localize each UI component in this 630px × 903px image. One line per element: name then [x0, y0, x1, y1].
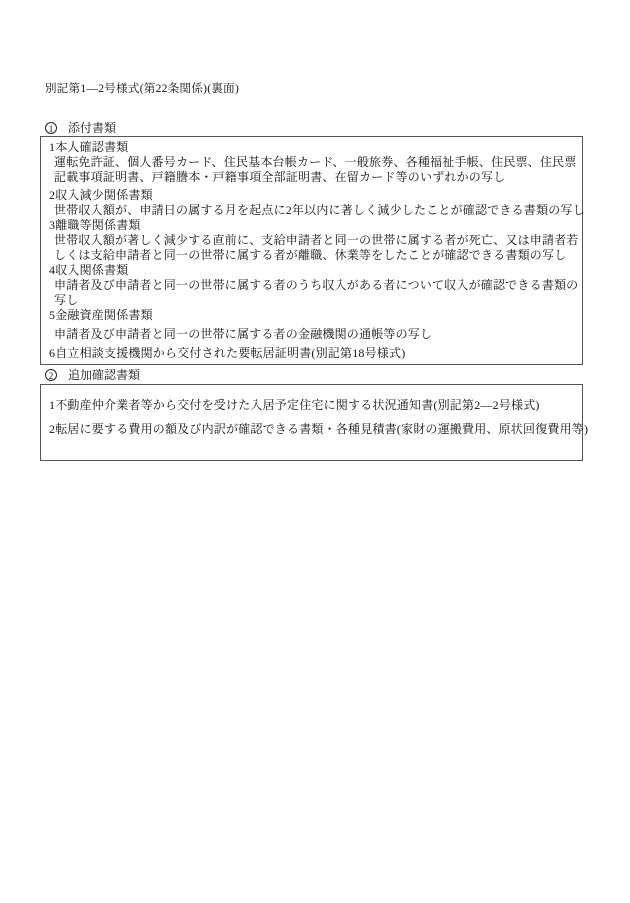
- doc-line-body: 写し: [54, 293, 79, 307]
- doc-line-item-heading: 6自立相談支援機関から交付された要転居証明書(別記第18号様式): [49, 346, 406, 360]
- doc-line-item-heading: 1本人確認書類: [49, 140, 129, 154]
- circled-number-2-icon: 2: [45, 369, 57, 381]
- section-2-title: 追加確認書類: [68, 368, 141, 382]
- doc-line-item-heading: 5金融資産関係書類: [49, 308, 153, 322]
- section-1-heading: [45, 119, 116, 136]
- doc-line-body: 世帯収入額が著しく減少する直前に、支給申請者と同一の世帯に属する者が死亡、又は申請者若: [54, 233, 579, 247]
- doc-line-body: 記載事項証明書、戸籍謄本・戸籍事項全部証明書、在留カード等のいずれかの写し: [54, 170, 506, 184]
- section-1-title: 添付書類: [68, 121, 117, 135]
- doc-line-body: しくは支給申請者と同一の世帯に属する者が離職、休業等をしたことが確認できる書類の写し: [54, 248, 567, 262]
- form-number: 別記第1―2号様式(第22条関係)(裏面): [45, 83, 240, 95]
- doc-line-body: 運転免許証、個人番号カード、住民基本台帳カード、一般旅券、各種福祉手帳、住民票、住民票: [54, 155, 577, 169]
- doc-line-item: 1不動産仲介業者等から交付を受けた入居予定住宅に関する状況通知書(別記第2―2号様式): [49, 398, 540, 412]
- section-2-heading: [45, 366, 140, 383]
- doc-line-item-heading: 2収入減少関係書類: [49, 188, 153, 202]
- doc-line-item: 2転居に要する費用の額及び内訳が確認できる書類・各種見積書(家財の運搬費用、原状回復費用等): [49, 422, 589, 436]
- attached-documents-box: [40, 136, 583, 365]
- doc-line-body: 申請者及び申請者と同一の世帯に属する者の金融機関の通帳等の写し: [54, 327, 433, 341]
- additional-confirmation-box: [40, 384, 589, 461]
- doc-line-item-heading: 4収入関係書類: [49, 263, 129, 277]
- doc-line-item-heading: 3離職等関係書類: [49, 218, 141, 232]
- doc-line-body: 世帯収入額が、申請日の属する月を起点に2年以内に著しく減少したことが確認できる書類の写し: [54, 203, 585, 217]
- circled-number-1-icon: 1: [45, 122, 57, 134]
- doc-line-body: 申請者及び申請者と同一の世帯に属する者のうち収入がある者について収入が確認できる書類の: [54, 278, 579, 292]
